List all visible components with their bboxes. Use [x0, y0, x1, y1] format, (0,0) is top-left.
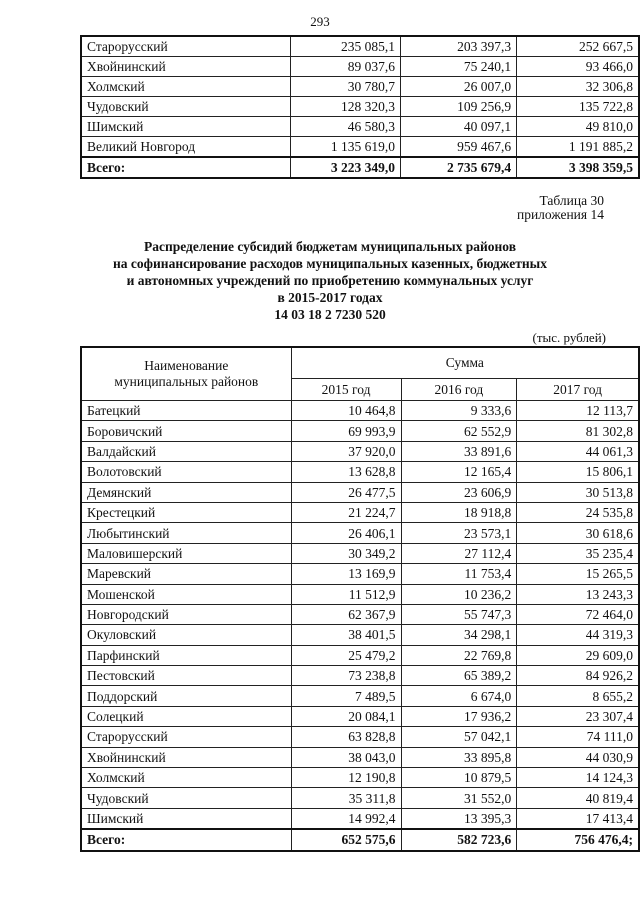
amount-2017: 49 810,0 [517, 117, 639, 137]
amount-2015: 128 320,3 [290, 97, 400, 117]
amount-2015: 13 628,8 [291, 462, 401, 482]
amount-2017: 72 464,0 [517, 604, 639, 624]
district-name: Новгородский [81, 604, 291, 624]
district-name: Хвойнинский [81, 747, 291, 767]
amount-2017: 30 618,6 [517, 523, 639, 543]
amount-2017: 15 806,1 [517, 462, 639, 482]
district-name: Холмский [81, 768, 291, 788]
amount-2016: 62 552,9 [401, 421, 517, 441]
district-name: Старорусский [81, 727, 291, 747]
amount-2017: 35 235,4 [517, 543, 639, 563]
document-title [60, 238, 600, 323]
district-name: Маревский [81, 564, 291, 584]
district-name: Демянский [81, 482, 291, 502]
total-amount-2016: 582 723,6 [401, 829, 517, 850]
subsidy-table [80, 346, 640, 852]
amount-2015: 37 920,0 [291, 441, 401, 461]
table-row [81, 57, 639, 77]
amount-2016: 109 256,9 [401, 97, 517, 117]
header-name-line-2: муниципальных районов [114, 374, 259, 389]
amount-2017: 24 535,8 [517, 502, 639, 522]
continued-table [80, 35, 640, 179]
table-row [81, 747, 639, 767]
amount-2015: 89 037,6 [290, 57, 400, 77]
amount-2016: 13 395,3 [401, 808, 517, 829]
amount-2016: 40 097,1 [401, 117, 517, 137]
amount-2017: 40 819,4 [517, 788, 639, 808]
amount-2015: 38 401,5 [291, 625, 401, 645]
table-row [81, 523, 639, 543]
amount-2016: 12 165,4 [401, 462, 517, 482]
unit-label: (тыс. рублей) [532, 330, 606, 345]
amount-2016: 65 389,2 [401, 666, 517, 686]
amount-2016: 33 891,6 [401, 441, 517, 461]
table-row [81, 117, 639, 137]
amount-2017: 84 926,2 [517, 666, 639, 686]
amount-2015: 1 135 619,0 [290, 137, 400, 158]
table-number: Таблица 30 [539, 193, 604, 208]
amount-2016: 33 895,8 [401, 747, 517, 767]
total-amount-2015: 3 223 349,0 [290, 157, 400, 178]
table-row [81, 36, 639, 57]
amount-2016: 22 769,8 [401, 645, 517, 665]
amount-2016: 18 918,8 [401, 502, 517, 522]
total-label: Всего: [81, 157, 290, 178]
table-row [81, 625, 639, 645]
amount-2016: 17 936,2 [401, 706, 517, 726]
amount-2015: 69 993,9 [291, 421, 401, 441]
district-name: Боровичский [81, 421, 291, 441]
table-row [81, 768, 639, 788]
amount-2017: 12 113,7 [517, 401, 639, 421]
table-row [81, 543, 639, 563]
title-line-5: 14 03 18 2 7230 520 [274, 307, 386, 322]
amount-2017: 44 030,9 [517, 747, 639, 767]
district-name: Валдайский [81, 441, 291, 461]
total-amount-2016: 2 735 679,4 [401, 157, 517, 178]
district-name: Маловишерский [81, 543, 291, 563]
table-row [81, 666, 639, 686]
amount-2015: 10 464,8 [291, 401, 401, 421]
amount-2017: 8 655,2 [517, 686, 639, 706]
amount-2017: 81 302,8 [517, 421, 639, 441]
table-row [81, 564, 639, 584]
title-line-1: Распределение субсидий бюджетам муниципальных районов [143, 239, 517, 254]
total-row [81, 829, 639, 850]
table-row [81, 502, 639, 522]
table-row [81, 482, 639, 502]
table-row [81, 441, 639, 461]
total-amount-2015: 652 575,6 [291, 829, 401, 850]
district-name: Старорусский [81, 36, 290, 57]
amount-2015: 13 169,9 [291, 564, 401, 584]
amount-2015: 26 477,5 [291, 482, 401, 502]
amount-2016: 10 879,5 [401, 768, 517, 788]
district-name: Крестецкий [81, 502, 291, 522]
district-name: Чудовский [81, 97, 290, 117]
amount-2015: 62 367,9 [291, 604, 401, 624]
amount-2017: 135 722,8 [517, 97, 639, 117]
amount-2015: 63 828,8 [291, 727, 401, 747]
amount-2016: 26 007,0 [401, 77, 517, 97]
amount-2015: 21 224,7 [291, 502, 401, 522]
table-row [81, 645, 639, 665]
district-name: Батецкий [81, 401, 291, 421]
amount-2017: 23 307,4 [517, 706, 639, 726]
table-row [81, 97, 639, 117]
amount-2017: 15 265,5 [517, 564, 639, 584]
amount-2016: 203 397,3 [401, 36, 517, 57]
amount-2015: 38 043,0 [291, 747, 401, 767]
amount-2015: 25 479,2 [291, 645, 401, 665]
amount-2017: 13 243,3 [517, 584, 639, 604]
amount-2017: 93 466,0 [517, 57, 639, 77]
district-name: Пестовский [81, 666, 291, 686]
amount-2015: 46 580,3 [290, 117, 400, 137]
header-name-line-1: Наименование [144, 358, 229, 373]
total-amount-2017: 3 398 359,5 [517, 157, 639, 178]
amount-2017: 74 111,0 [517, 727, 639, 747]
amount-2016: 75 240,1 [401, 57, 517, 77]
amount-2016: 6 674,0 [401, 686, 517, 706]
district-name: Великий Новгород [81, 137, 290, 158]
amount-2015: 26 406,1 [291, 523, 401, 543]
table-row [81, 727, 639, 747]
table-row [81, 584, 639, 604]
district-name: Шимский [81, 117, 290, 137]
amount-2017: 29 609,0 [517, 645, 639, 665]
amount-2016: 34 298,1 [401, 625, 517, 645]
district-name: Солецкий [81, 706, 291, 726]
amount-2016: 27 112,4 [401, 543, 517, 563]
total-amount-2017: 756 476,4; [517, 829, 639, 850]
amount-2015: 14 992,4 [291, 808, 401, 829]
district-name: Парфинский [81, 645, 291, 665]
district-name: Хвойнинский [81, 57, 290, 77]
district-name: Окуловский [81, 625, 291, 645]
district-name: Чудовский [81, 788, 291, 808]
table-row [81, 137, 639, 158]
amount-2017: 44 319,3 [517, 625, 639, 645]
page-number: 293 [310, 14, 330, 29]
district-name: Волотовский [81, 462, 291, 482]
amount-2017: 30 513,8 [517, 482, 639, 502]
table-reference [517, 194, 604, 222]
total-label: Всего: [81, 829, 291, 850]
amount-2017: 252 667,5 [517, 36, 639, 57]
total-row [81, 157, 639, 178]
amount-2015: 12 190,8 [291, 768, 401, 788]
amount-2016: 55 747,3 [401, 604, 517, 624]
district-name: Мошенской [81, 584, 291, 604]
district-name: Любытинский [81, 523, 291, 543]
amount-2015: 20 084,1 [291, 706, 401, 726]
district-name: Холмский [81, 77, 290, 97]
amount-2016: 11 753,4 [401, 564, 517, 584]
amount-2015: 235 085,1 [290, 36, 400, 57]
amount-2015: 30 349,2 [291, 543, 401, 563]
amount-2016: 31 552,0 [401, 788, 517, 808]
amount-2015: 35 311,8 [291, 788, 401, 808]
table-header-row [81, 347, 639, 379]
amount-2015: 11 512,9 [291, 584, 401, 604]
table-row [81, 462, 639, 482]
amount-2016: 23 573,1 [401, 523, 517, 543]
title-line-3: и автономных учреждений по приобретению коммунальных услуг [126, 273, 534, 288]
column-header-sum: Сумма [291, 347, 639, 379]
column-header-2017: 2017 год [517, 379, 639, 401]
table-row [81, 401, 639, 421]
table-row [81, 77, 639, 97]
amount-2017: 32 306,8 [517, 77, 639, 97]
table-row [81, 788, 639, 808]
district-name: Поддорский [81, 686, 291, 706]
table-row [81, 604, 639, 624]
amount-2015: 73 238,8 [291, 666, 401, 686]
table-row [81, 808, 639, 829]
amount-2016: 57 042,1 [401, 727, 517, 747]
title-line-2: на софинансирование расходов муниципальных казенных, бюджетных [113, 256, 547, 271]
amount-2016: 23 606,9 [401, 482, 517, 502]
appendix-reference: приложения 14 [516, 207, 604, 222]
amount-2017: 14 124,3 [517, 768, 639, 788]
table-row [81, 706, 639, 726]
amount-2015: 7 489,5 [291, 686, 401, 706]
amount-2015: 30 780,7 [290, 77, 400, 97]
amount-2016: 10 236,2 [401, 584, 517, 604]
district-name: Шимский [81, 808, 291, 829]
amount-2017: 1 191 885,2 [517, 137, 639, 158]
amount-2017: 44 061,3 [517, 441, 639, 461]
column-header-name [81, 347, 291, 401]
column-header-2015: 2015 год [291, 379, 401, 401]
amount-2016: 959 467,6 [401, 137, 517, 158]
table-row [81, 421, 639, 441]
table-row [81, 686, 639, 706]
column-header-2016: 2016 год [401, 379, 517, 401]
title-line-4: в 2015-2017 годах [277, 290, 383, 305]
amount-2016: 9 333,6 [401, 401, 517, 421]
amount-2017: 17 413,4 [517, 808, 639, 829]
